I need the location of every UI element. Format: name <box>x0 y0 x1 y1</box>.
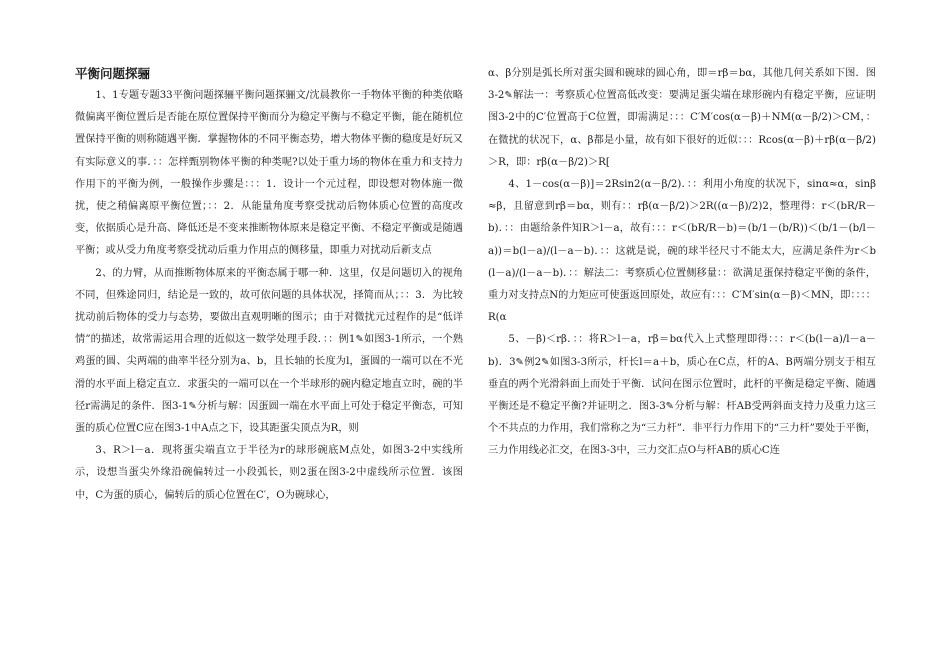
paragraph-3-continued: α、β分别是弧长所对蛋尖圆和碗球的圆心角，即＝rβ＝bα，其他几何关系如下图．图3-2✎解法一：考察质心位置高低改变：要满足蛋尖端在球形碗内有稳定平衡，应证明图3-2中的C′位置高于C位置，即需满足：：：C′M′cos(α－β)＋NM(α－β/2)＞CM，：在微扰的状况下，α、β都是小量，故有如下很好的近似：：：Rcos(α－β)＋rβ(α－β/2)＞R，即：rβ(α－β/2)＞R[ <box>488 68 876 168</box>
paragraph-5: 5、－β)＜rβ．：：将R＞l－a，rβ＝bα代入上式整理即得：：：r＜(b(l－a)/l－a－b)．3✎例2✎如图3-3所示，杆长l＝a＋b，质心在C点，杆的A、B两端分别支于相互垂直的两个光滑斜面上而处于平衡．试问在图示位置时，此杆的平衡是稳定平衡、随遇平衡还是不稳定平衡?并证明之．图3-3✎分析与解：杆AB受两斜面支持力及重力这三个不共点的力作用，我们常称之为“三力杆”．非平行力作用下的“三力杆”要处于平衡，三力作用线必汇交，在图3-3中，三力交汇点O与杆AB的质心C连 <box>488 334 876 457</box>
paragraph-3: 3、R＞l－a．现将蛋尖端直立于半径为r的球形碗底M点处，如图3-2中实线所示，设想当蛋尖外缘沿碗偏转过一小段弧长，则2蛋在图3-2中虚线所示位置．该图中，C为蛋的质心，偏转后的质心位置在C′，O为碗球心， <box>75 445 463 501</box>
paragraph-4: 4、1－cos(α－β)]＝2Rsin2(α－β/2)．：：利用小角度的状况下，sinα≈α，sinβ≈β，且留意到rβ＝bα，则有：：rβ(α－β/2)＞2R((α－β)/2)2，整理得：r＜(bR/R－b)．：：由题给条件知R＞l－a，故有：：：r＜(bR/R－b)＝(b/1－(b/R))＜(b/1－(b/l－a))＝b(l－a)/(l－a－b)．：：这就是说，碗的球半径尺寸不能太大，应满足条件为r＜b(l－a)/(l－a－b)．：：解法二：考察质心位置侧移量：：欲满足蛋保持稳定平衡的条件，重力对支持点N的力矩应可使蛋返回原处，故应有：：：C′M′sin(α－β)＜MN，即：：：：R(α <box>488 179 876 324</box>
paragraph-2: 2、的力臂，从而推断物体原来的平衡态属于哪一种．这里，仅是问题切入的视角不同，但殊途同归，结论是一致的，故可依问题的具体状况，择简而从；：：3．为比较扰动前后物体的受力与态势，要做出直观明晰的图示；由于对微扰元过程作的是“低详情”的描述，故常需运用合理的近似这一数学处理手段．：：例1✎如图3-1所示，一个熟鸡蛋的圆、尖两端的曲率半径分别为a、b，且长轴的长度为l，蛋圆的一端可以在不光滑的水平面上稳定直立．求蛋尖的一端可以在一个半球形的碗内稳定地直立时，碗的半径r需满足的条件．图3-1✎分析与解：因蛋圆一端在水平面上可处于稳定平衡态，可知蛋的质心位置C应在图3-1中A点之下，设其距蛋尖顶点为R，则 <box>75 267 463 435</box>
document-title: 平衡问题探骊 <box>75 66 151 81</box>
right-column <box>488 63 876 463</box>
paragraph-1: 1、1专题专题33平衡问题探骊平衡问题探骊文/沈晨教你一手物体平衡的种类依略微偏离平衡位置后是否能在原位置保持平衡而分为稳定平衡与不稳定平衡，能在随机位置保持平衡的则称随遇平衡．掌握物体的不同平衡态势，增大物体平衡的稳度是好玩又有实际意义的事．：：怎样甄别物体平衡的种类呢?以处于重力场的物体在重力和支持力作用下的平衡为例，一般操作步骤是：：：1．设计一个元过程，即设想对物体施一微扰，使之稍偏离原平衡位置；：：2．从能量角度考察受扰动后物体质心位置的高度改变，依据质心是升高、降低还是不变来推断物体原来是稳定平衡、不稳定平衡或是随遇平衡；或从受力角度考察受扰动后重力作用点的侧移量，即重力对扰动后新支点 <box>75 90 463 257</box>
left-column <box>75 63 463 507</box>
